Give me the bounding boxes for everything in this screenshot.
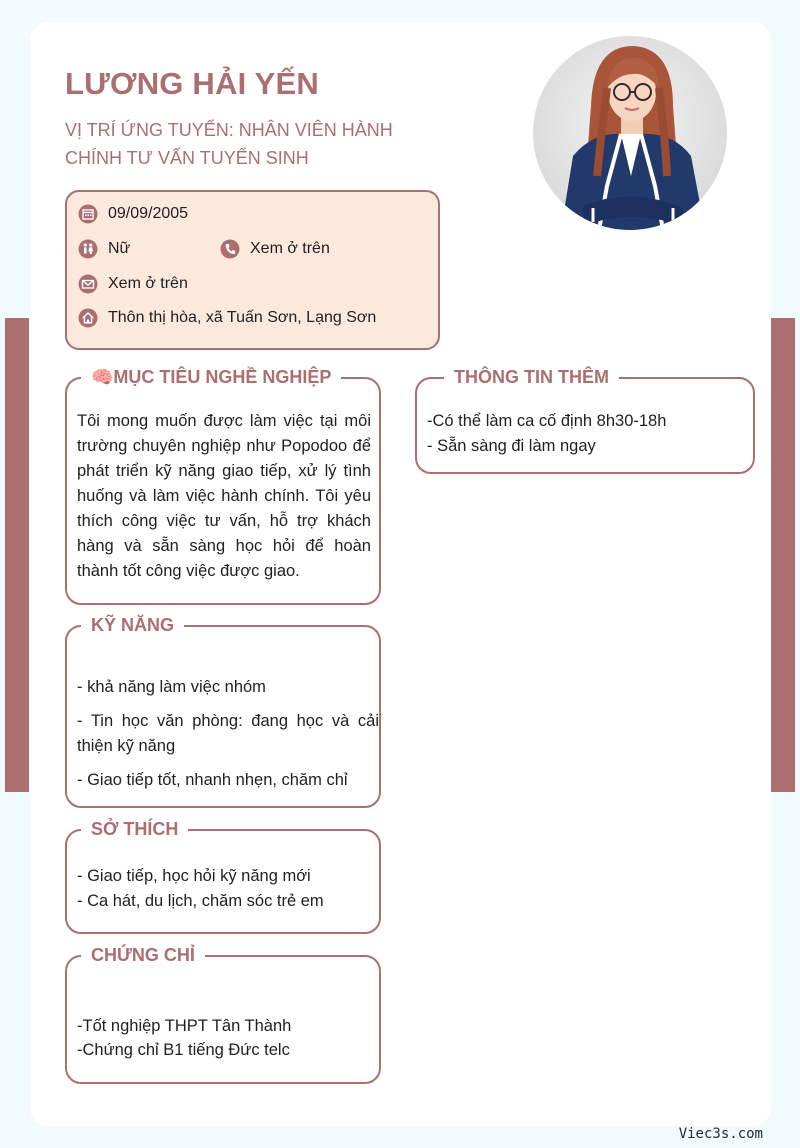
profile-photo <box>533 36 727 230</box>
home-icon <box>78 308 98 328</box>
hobby-line-2: - Ca hát, du lịch, chăm sóc trẻ em <box>77 892 324 910</box>
skills-title: KỸ NĂNG <box>81 613 184 637</box>
left-accent-band <box>5 318 29 792</box>
info-dob: 09/09/2005 <box>108 205 189 222</box>
info-email-row <box>78 274 188 294</box>
extra-info-line-1: -Có thể làm ca cố định 8h30-18h <box>427 412 667 430</box>
certificates-title: CHỨNG CHỈ <box>81 943 205 967</box>
certificate-line-2: -Chứng chỉ B1 tiếng Đức telc <box>77 1041 290 1059</box>
extra-info-line-2: - Sẵn sàng đi làm ngay <box>427 437 596 455</box>
objective-text: Tôi mong muốn được làm việc tại môi trường chuyên nghiệp như Popodoo để phát triển kỹ năng giao tiếp, xử lý tình huống và làm việc hành chính. Tôi yêu thích công việc tư vấn, hỗ trợ khách hàng và sẵn sàng học hỏi để hoàn thành tốt công việc được giao. <box>77 412 371 580</box>
calendar-icon <box>78 204 98 224</box>
extra-info-section <box>415 367 755 474</box>
info-address: Thôn thị hòa, xã Tuấn Sơn, Lạng Sơn <box>108 309 377 326</box>
mail-icon <box>78 274 98 294</box>
hobbies-section <box>65 819 381 934</box>
personal-info-box <box>65 190 440 350</box>
gender-icon <box>78 239 98 259</box>
job-position-line-1: VỊ TRÍ ỨNG TUYỂN: NHÂN VIÊN HÀNH <box>65 120 393 140</box>
skill-item: - khả năng làm việc nhóm <box>77 678 266 696</box>
hobbies-title: SỞ THÍCH <box>81 817 188 841</box>
job-position-line-2: CHÍNH TƯ VẤN TUYỂN SINH <box>65 148 309 168</box>
info-gender-row <box>78 239 130 259</box>
info-email: Xem ở trên <box>108 275 188 292</box>
certificate-line-1: -Tốt nghiệp THPT Tân Thành <box>77 1017 292 1035</box>
objective-title: 🧠MỤC TIÊU NGHỀ NGHIỆP <box>81 365 341 389</box>
skill-item: - Tin học văn phòng: đang học và cải thiện kỹ năng <box>77 712 379 755</box>
info-address-row <box>78 308 376 328</box>
hobby-line-1: - Giao tiếp, học hỏi kỹ năng mới <box>77 867 311 885</box>
right-accent-band <box>771 318 795 792</box>
info-gender: Nữ <box>108 240 131 257</box>
job-position <box>65 116 425 172</box>
extra-info-title: THÔNG TIN THÊM <box>444 365 619 389</box>
info-phone: Xem ở trên <box>250 240 330 257</box>
objective-section <box>65 367 381 605</box>
phone-icon <box>220 239 240 259</box>
info-dob-row <box>78 204 188 224</box>
skill-item: - Giao tiếp tốt, nhanh nhẹn, chăm chỉ <box>77 771 348 789</box>
watermark: Viec3s.com <box>678 1126 763 1142</box>
candidate-name: LƯƠNG HẢI YẾN <box>65 66 319 101</box>
skills-section <box>65 615 381 808</box>
certificates-section <box>65 945 381 1084</box>
info-phone-row <box>220 239 330 259</box>
